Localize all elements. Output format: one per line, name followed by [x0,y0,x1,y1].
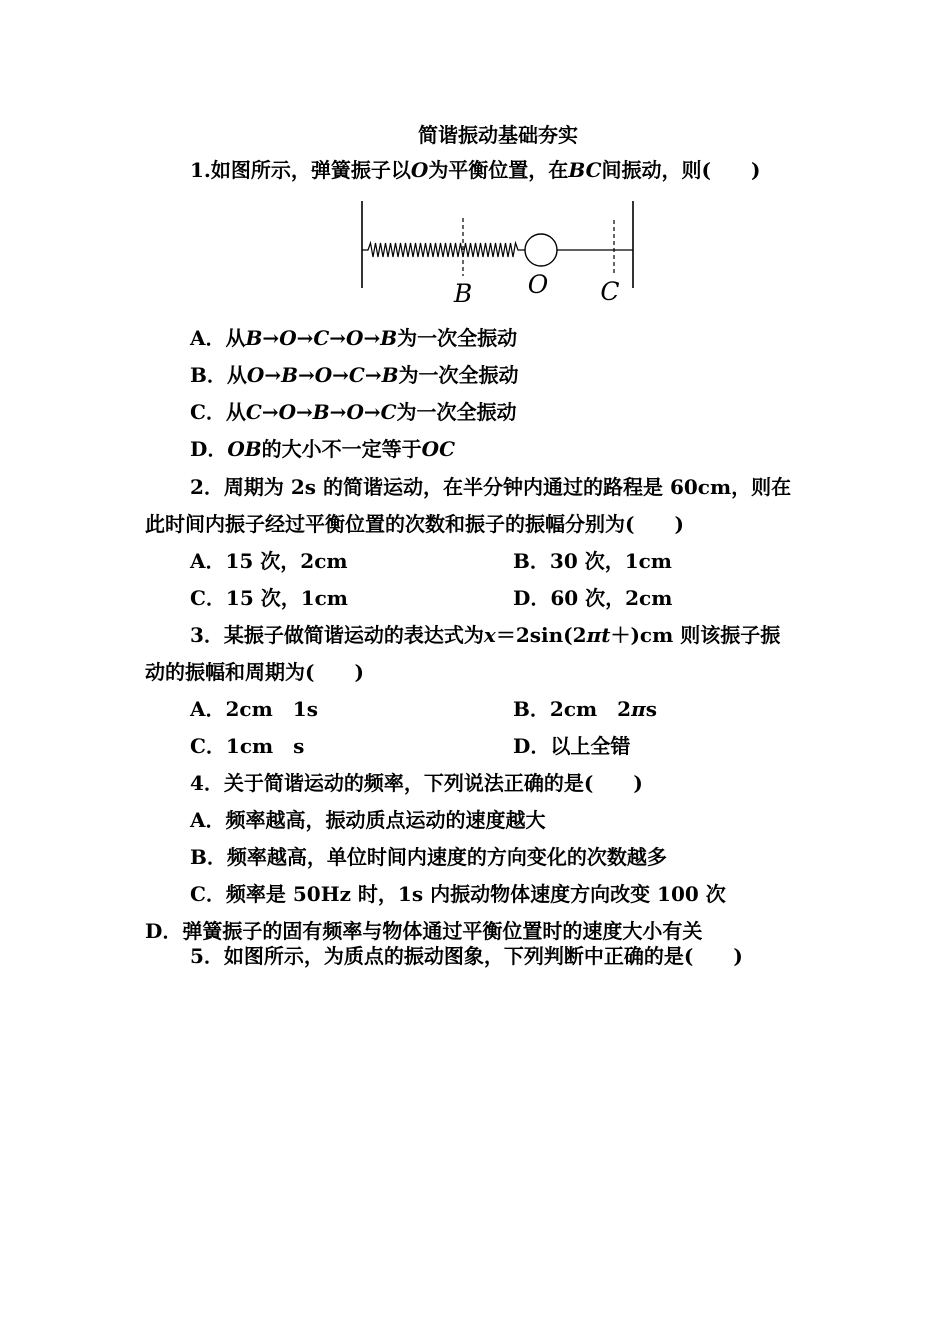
q2-option-a: A．15 次，2cm [190,549,348,573]
question-2-stem-line1: 2．周期为 2s 的简谐运动，在半分钟内通过的路程是 60cm，则在 [190,475,792,499]
q1-option-a: A．从B→O→C→O→B为一次全振动 [190,326,518,350]
q3-option-c: C．1cm s [190,734,305,758]
q1-option-c: C．从C→O→B→O→C为一次全振动 [190,400,517,424]
q2-option-d: D．60 次，2cm [513,586,673,610]
spring-oscillator-figure [356,196,638,312]
question-1-stem: 1.如图所示，弹簧振子以O为平衡位置，在BC间振动，则( ) [190,158,761,182]
question-4-stem: 4．关于简谐运动的频率，下列说法正确的是( ) [190,771,643,795]
question-3-stem-line2: 动的振幅和周期为( ) [145,660,364,684]
segment-bc-label: BC [568,158,602,182]
q4-option-c: C．频率是 50Hz 时，1s 内振动物体速度方向改变 100 次 [190,882,726,906]
question-number: 1. [190,158,211,182]
figure-label-o: O [527,270,549,299]
page-title: 简谐振动基础夯实 [418,123,578,147]
figure-label-c: C [600,277,620,306]
q3-option-a: A．2cm 1s [190,697,318,721]
spring [362,243,525,257]
q3-option-d: D．以上全错 [513,734,631,758]
q2-option-c: C．15 次，1cm [190,586,348,610]
q1-option-b: B．从O→B→O→C→B为一次全振动 [190,363,519,387]
q3-option-b: B．2cm 2πs [513,697,657,721]
question-5-stem: 5．如图所示，为质点的振动图象，下列判断中正确的是( ) [190,944,743,968]
q4-option-a: A．频率越高，振动质点运动的速度越大 [190,808,546,832]
figure-label-b: B [453,279,473,308]
oscillator-ball [525,234,557,266]
q4-option-b: B．频率越高，单位时间内速度的方向变化的次数越多 [190,845,667,869]
q2-option-b: B．30 次，1cm [513,549,672,573]
question-3-stem-line1: 3．某振子做简谐运动的表达式为x＝2sin(2πt＋)cm 则该振子振 [190,623,781,647]
q4-option-d: D．弹簧振子的固有频率与物体通过平衡位置时的速度大小有关 [145,919,703,943]
point-o-label: O [410,158,429,182]
question-2-stem-line2: 此时间内振子经过平衡位置的次数和振子的振幅分别为( ) [145,512,684,536]
q1-option-d: D．OB的大小不一定等于OC [190,437,456,461]
